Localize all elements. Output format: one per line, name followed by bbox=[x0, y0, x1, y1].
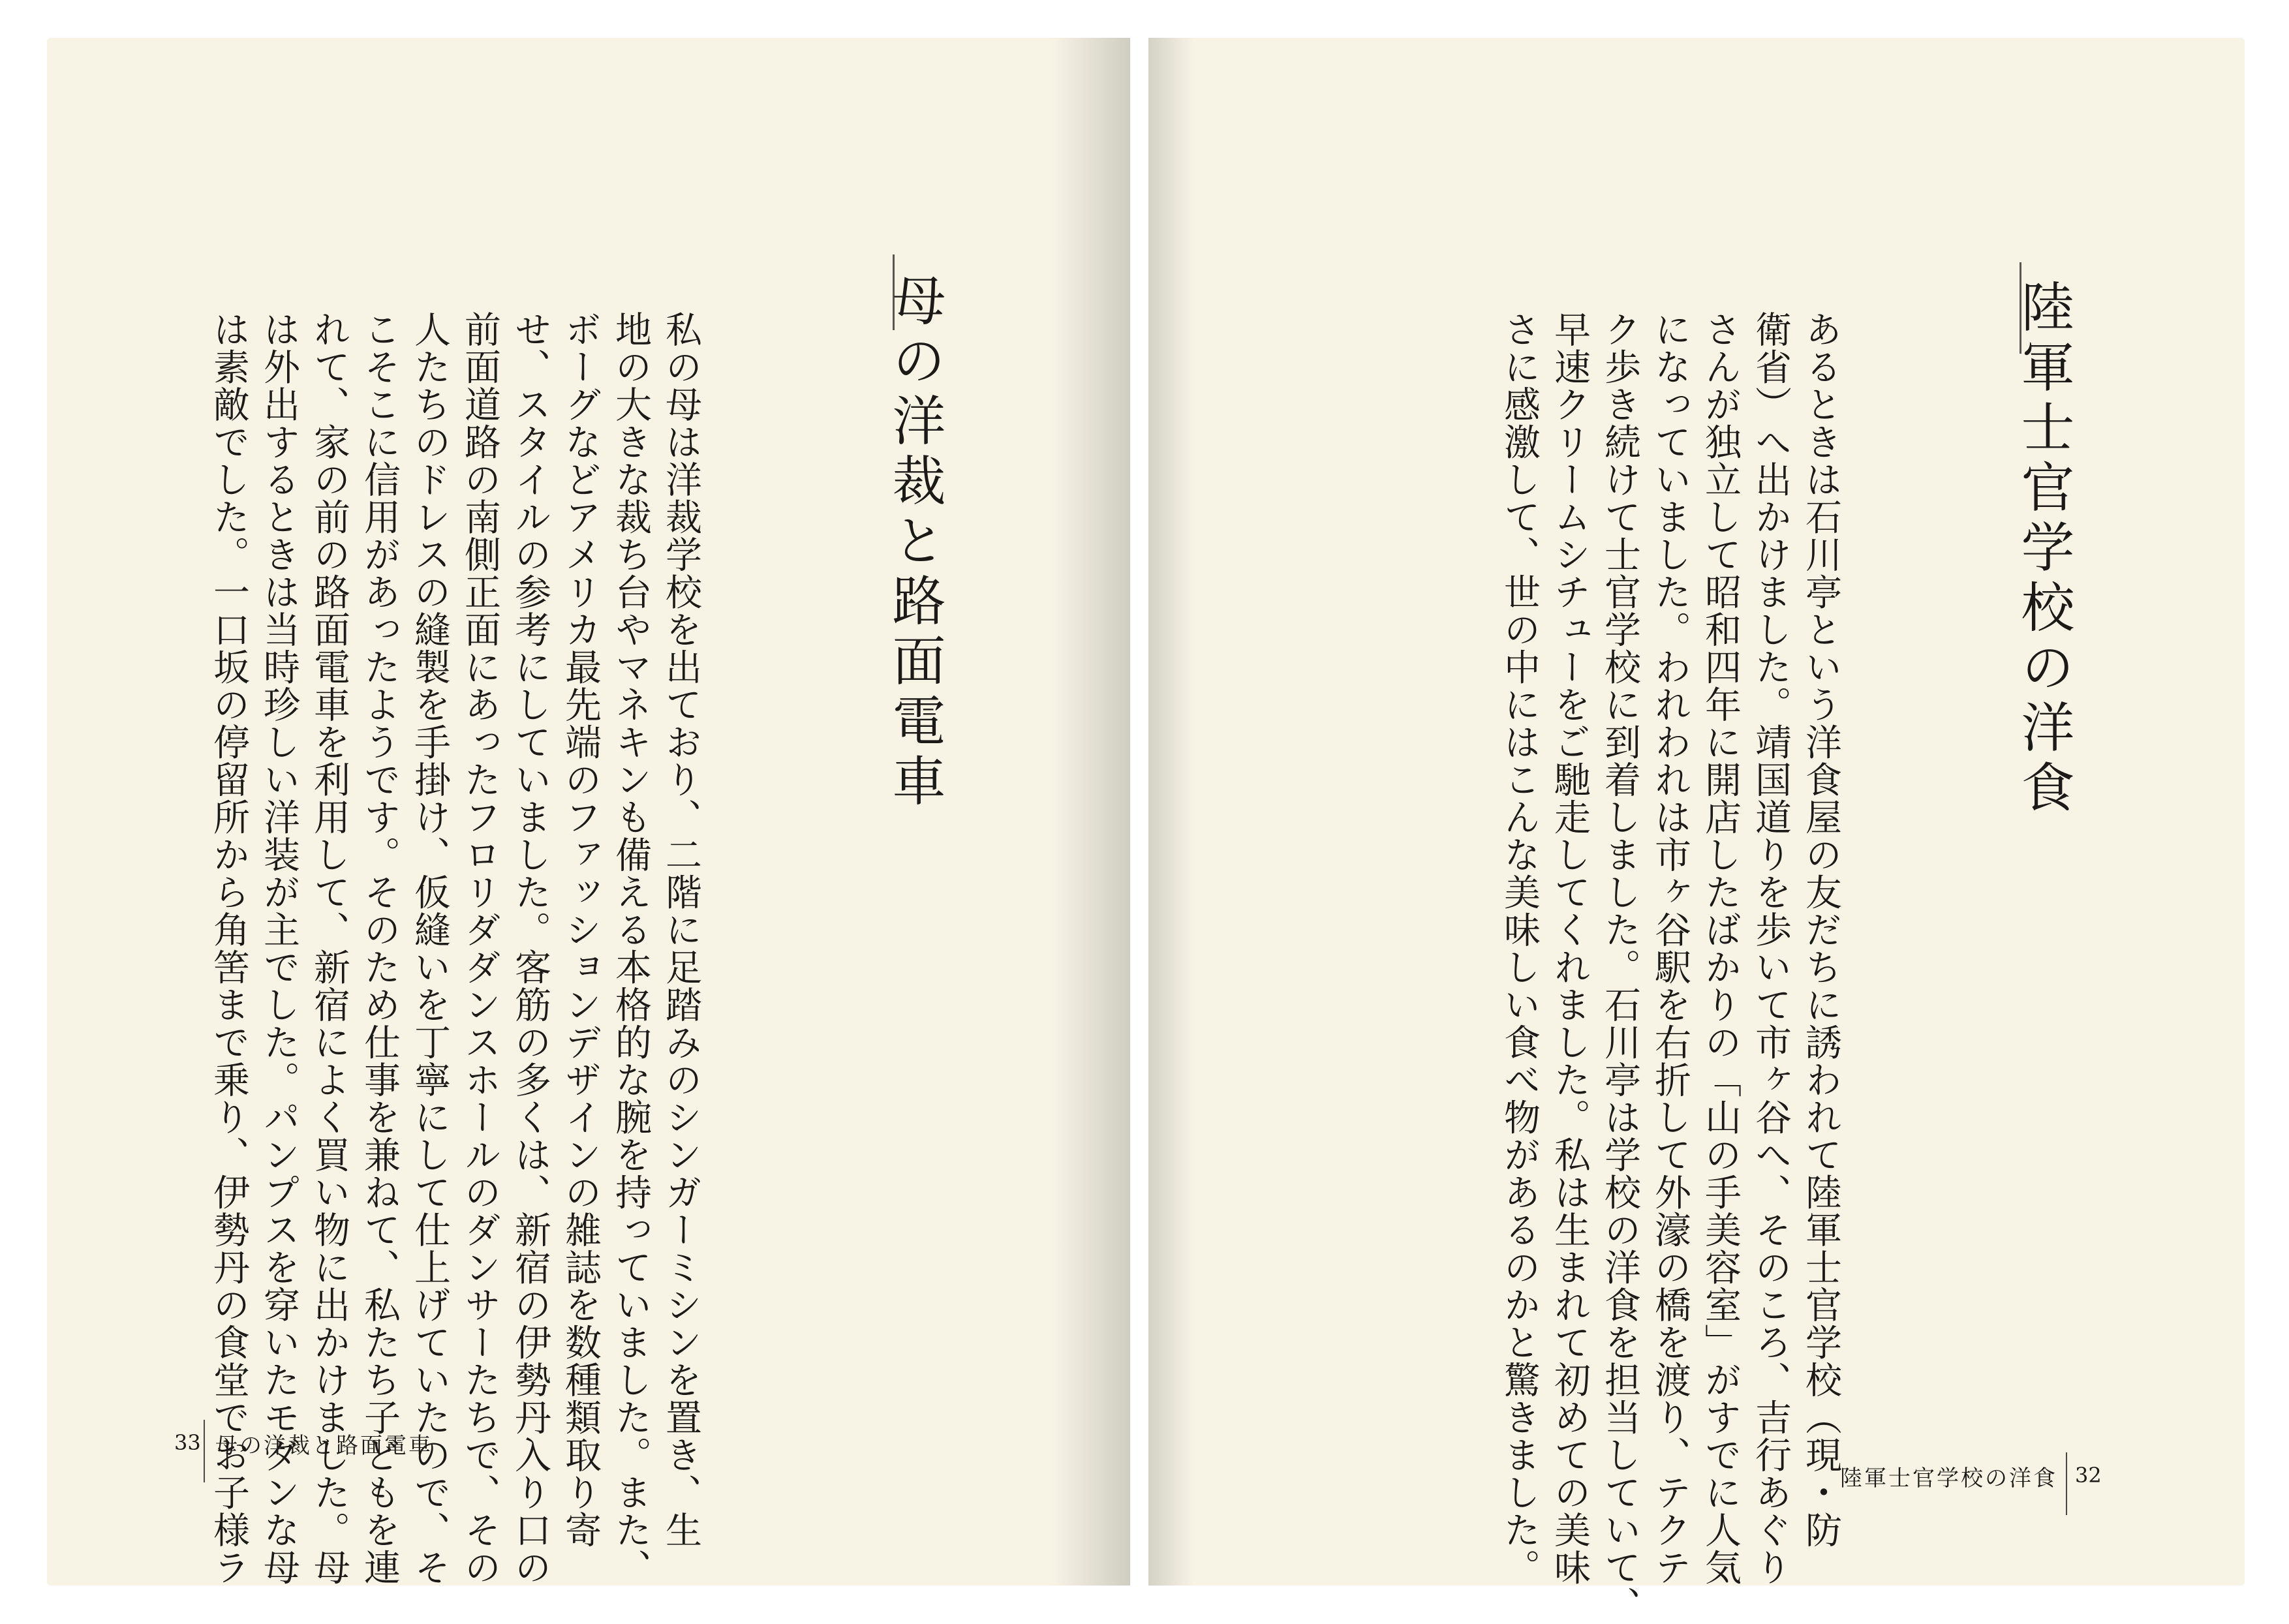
text-line: さんが独立して昭和四年に開店したばかりの「山の手美容室」がすでに人気 bbox=[1699, 311, 1742, 1586]
page-number: 32 bbox=[2075, 1463, 2102, 1488]
text-line: 前面道路の南側正面にあったフロリダダンスホールのダンサーたちで、その bbox=[459, 311, 501, 1586]
text-line: こそこに信用があったようです。そのため仕事を兼ねて、私たち子どもを連 bbox=[358, 311, 401, 1586]
right-page bbox=[1148, 38, 2245, 1624]
show-through-text bbox=[1383, 292, 1436, 723]
gutter-shadow bbox=[1052, 38, 1130, 1586]
text-line: になっていました。われわれは市ヶ谷駅を右折して外濠の橋を渡り、テクテ bbox=[1649, 311, 1691, 1586]
text-line: は素敵でした。一口坂の停留所から角筈まで乗り、伊勢丹の食堂でお子様ラ bbox=[207, 311, 250, 1586]
text-line: 人たちのドレスの縫製を手掛け、仮縫いを丁寧にして仕上げていたので、そ bbox=[408, 311, 451, 1586]
running-title: 陸軍士官学校の洋食 bbox=[1840, 1465, 2057, 1492]
text-line: せ、スタイルの参考にしていました。客筋の多くは、新宿の伊勢丹入り口の bbox=[509, 311, 551, 1586]
text-line: 早速クリームシチューをご馳走してくれました。私は生まれて初めての美味 bbox=[1548, 311, 1591, 1586]
section-heading: 母の洋裁と路面電車 bbox=[883, 273, 945, 813]
footer-rule bbox=[2066, 1452, 2067, 1515]
gutter-shadow bbox=[1148, 38, 1194, 1586]
text-line: あるときは石川亭という洋食屋の友だちに誘われて陸軍士官学校（現・防 bbox=[1800, 311, 1842, 1549]
text-line: は外出するときは当時珍しい洋装が主でした。パンプスを穿いたモダンな母 bbox=[258, 311, 300, 1586]
footer-rule bbox=[204, 1420, 205, 1482]
text-line: さに感激して、世の中にはこんな美味しい食べ物があるのかと驚きました。 bbox=[1498, 311, 1541, 1586]
body-text bbox=[1498, 311, 1842, 1624]
page-number: 33 bbox=[174, 1430, 201, 1455]
text-line: ボーグなどアメリカ最先端のファッションデザインの雑誌を数種類取り寄 bbox=[559, 311, 602, 1549]
text-line: 地の大きな裁ち台やマネキンも備える本格的な腕を持っていました。また、 bbox=[609, 311, 652, 1586]
body-text bbox=[207, 311, 702, 1586]
text-line: 衛省）へ出かけました。靖国道りを歩いて市ヶ谷へ、そのころ、吉行あぐり bbox=[1749, 311, 1792, 1586]
text-line: ク歩き続けて士官学校に到着しました。石川亭は学校の洋食を担当していて、 bbox=[1599, 311, 1641, 1624]
section-heading: 陸軍士官学校の洋食 bbox=[2012, 279, 2074, 820]
text-line: 私の母は洋裁学校を出ており、二階に足踏みのシンガーミシンを置き、生 bbox=[660, 311, 702, 1549]
running-title: 母の洋裁と路面電車 bbox=[215, 1433, 433, 1459]
left-page bbox=[47, 38, 1130, 1586]
text-line: れて、家の前の路面電車を利用して、新宿によく買い物に出かけました。母 bbox=[308, 311, 350, 1586]
